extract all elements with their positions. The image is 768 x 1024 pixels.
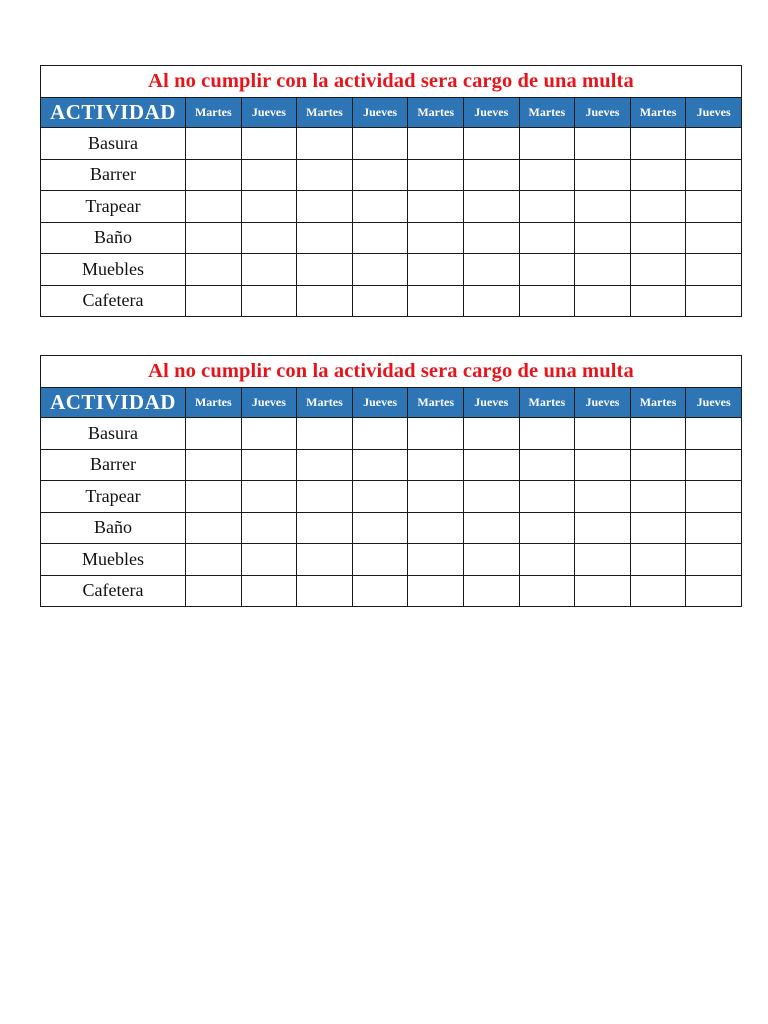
check-cell[interactable] — [630, 128, 686, 160]
check-cell[interactable] — [186, 544, 242, 576]
check-cell[interactable] — [686, 575, 742, 607]
table-row — [41, 449, 742, 481]
day-header: Martes — [408, 388, 464, 418]
check-cell[interactable] — [519, 159, 575, 191]
check-cell[interactable] — [241, 222, 297, 254]
table-row — [41, 285, 742, 317]
check-cell[interactable] — [463, 449, 519, 481]
check-cell[interactable] — [297, 418, 353, 450]
check-cell[interactable] — [630, 159, 686, 191]
activity-label: Muebles — [41, 544, 186, 576]
check-cell[interactable] — [686, 512, 742, 544]
check-cell[interactable] — [686, 285, 742, 317]
day-header: Martes — [630, 98, 686, 128]
check-cell[interactable] — [186, 159, 242, 191]
chore-table — [40, 65, 742, 317]
header-row — [41, 388, 742, 418]
day-header: Jueves — [352, 388, 408, 418]
check-cell[interactable] — [630, 575, 686, 607]
day-header: Jueves — [352, 98, 408, 128]
check-cell[interactable] — [241, 481, 297, 513]
check-cell[interactable] — [408, 159, 464, 191]
check-cell[interactable] — [408, 449, 464, 481]
check-cell[interactable] — [686, 418, 742, 450]
check-cell[interactable] — [575, 481, 631, 513]
check-cell[interactable] — [575, 512, 631, 544]
day-header: Martes — [297, 388, 353, 418]
activity-label: Baño — [41, 222, 186, 254]
activity-header: ACTIVIDAD — [41, 388, 186, 418]
check-cell[interactable] — [408, 128, 464, 160]
day-header: Jueves — [241, 388, 297, 418]
check-cell[interactable] — [186, 512, 242, 544]
check-cell[interactable] — [630, 222, 686, 254]
check-cell[interactable] — [519, 512, 575, 544]
check-cell[interactable] — [463, 575, 519, 607]
day-header: Jueves — [241, 98, 297, 128]
activity-label: Barrer — [41, 159, 186, 191]
table-row — [41, 575, 742, 607]
check-cell[interactable] — [408, 418, 464, 450]
activity-label: Cafetera — [41, 575, 186, 607]
check-cell[interactable] — [297, 575, 353, 607]
check-cell[interactable] — [519, 254, 575, 286]
check-cell[interactable] — [352, 222, 408, 254]
check-cell[interactable] — [686, 481, 742, 513]
check-cell[interactable] — [241, 128, 297, 160]
check-cell[interactable] — [519, 544, 575, 576]
day-header: Jueves — [463, 388, 519, 418]
table-row — [41, 159, 742, 191]
check-cell[interactable] — [630, 512, 686, 544]
header-row — [41, 98, 742, 128]
check-cell[interactable] — [575, 222, 631, 254]
check-cell[interactable] — [241, 285, 297, 317]
check-cell[interactable] — [463, 544, 519, 576]
check-cell[interactable] — [408, 575, 464, 607]
check-cell[interactable] — [186, 418, 242, 450]
check-cell[interactable] — [630, 544, 686, 576]
check-cell[interactable] — [575, 418, 631, 450]
check-cell[interactable] — [352, 512, 408, 544]
table-row — [41, 544, 742, 576]
check-cell[interactable] — [575, 159, 631, 191]
check-cell[interactable] — [241, 418, 297, 450]
check-cell[interactable] — [519, 128, 575, 160]
check-cell[interactable] — [408, 191, 464, 223]
activity-label: Cafetera — [41, 285, 186, 317]
check-cell[interactable] — [686, 222, 742, 254]
day-header: Jueves — [463, 98, 519, 128]
check-cell[interactable] — [186, 449, 242, 481]
check-cell[interactable] — [575, 544, 631, 576]
check-cell[interactable] — [241, 575, 297, 607]
check-cell[interactable] — [575, 285, 631, 317]
activity-label: Basura — [41, 128, 186, 160]
check-cell[interactable] — [686, 191, 742, 223]
check-cell[interactable] — [352, 191, 408, 223]
check-cell[interactable] — [519, 449, 575, 481]
day-header: Martes — [408, 98, 464, 128]
check-cell[interactable] — [186, 222, 242, 254]
check-cell[interactable] — [463, 222, 519, 254]
check-cell[interactable] — [297, 449, 353, 481]
check-cell[interactable] — [241, 544, 297, 576]
check-cell[interactable] — [352, 418, 408, 450]
check-cell[interactable] — [463, 159, 519, 191]
check-cell[interactable] — [408, 512, 464, 544]
day-header: Martes — [297, 98, 353, 128]
title-row — [41, 66, 742, 98]
check-cell[interactable] — [575, 449, 631, 481]
table-row — [41, 418, 742, 450]
check-cell[interactable] — [575, 575, 631, 607]
check-cell[interactable] — [352, 481, 408, 513]
check-cell[interactable] — [408, 481, 464, 513]
table-row — [41, 222, 742, 254]
table-title: Al no cumplir con la actividad sera cargo de una multa — [41, 66, 742, 98]
activity-label: Trapear — [41, 481, 186, 513]
table-row — [41, 481, 742, 513]
day-header: Martes — [519, 388, 575, 418]
check-cell[interactable] — [686, 449, 742, 481]
activity-header: ACTIVIDAD — [41, 98, 186, 128]
check-cell[interactable] — [186, 575, 242, 607]
check-cell[interactable] — [352, 575, 408, 607]
table-title: Al no cumplir con la actividad sera cargo de una multa — [41, 356, 742, 388]
activity-label: Baño — [41, 512, 186, 544]
check-cell[interactable] — [575, 254, 631, 286]
check-cell[interactable] — [630, 285, 686, 317]
check-cell[interactable] — [630, 191, 686, 223]
check-cell[interactable] — [463, 128, 519, 160]
day-header: Jueves — [686, 388, 742, 418]
check-cell[interactable] — [186, 285, 242, 317]
check-cell[interactable] — [519, 222, 575, 254]
check-cell[interactable] — [352, 285, 408, 317]
check-cell[interactable] — [241, 191, 297, 223]
check-cell[interactable] — [630, 418, 686, 450]
check-cell[interactable] — [352, 449, 408, 481]
check-cell[interactable] — [686, 254, 742, 286]
day-header: Jueves — [575, 388, 631, 418]
check-cell[interactable] — [519, 575, 575, 607]
check-cell[interactable] — [297, 191, 353, 223]
check-cell[interactable] — [352, 544, 408, 576]
table-row — [41, 191, 742, 223]
check-cell[interactable] — [519, 191, 575, 223]
day-header: Jueves — [575, 98, 631, 128]
check-cell[interactable] — [297, 254, 353, 286]
check-cell[interactable] — [297, 285, 353, 317]
check-cell[interactable] — [297, 512, 353, 544]
activity-label: Barrer — [41, 449, 186, 481]
check-cell[interactable] — [241, 512, 297, 544]
day-header: Martes — [519, 98, 575, 128]
check-cell[interactable] — [241, 159, 297, 191]
day-header: Martes — [630, 388, 686, 418]
check-cell[interactable] — [519, 418, 575, 450]
check-cell[interactable] — [686, 128, 742, 160]
check-cell[interactable] — [519, 285, 575, 317]
check-cell[interactable] — [463, 481, 519, 513]
activity-label: Basura — [41, 418, 186, 450]
check-cell[interactable] — [630, 449, 686, 481]
day-header: Jueves — [686, 98, 742, 128]
check-cell[interactable] — [630, 254, 686, 286]
check-cell[interactable] — [352, 128, 408, 160]
chore-table — [40, 355, 742, 607]
check-cell[interactable] — [408, 285, 464, 317]
check-cell[interactable] — [297, 544, 353, 576]
check-cell[interactable] — [297, 222, 353, 254]
check-cell[interactable] — [575, 191, 631, 223]
check-cell[interactable] — [686, 544, 742, 576]
activity-label: Muebles — [41, 254, 186, 286]
check-cell[interactable] — [352, 254, 408, 286]
day-header: Martes — [186, 98, 242, 128]
day-header: Martes — [186, 388, 242, 418]
check-cell[interactable] — [463, 254, 519, 286]
check-cell[interactable] — [352, 159, 408, 191]
check-cell[interactable] — [186, 191, 242, 223]
title-row — [41, 356, 742, 388]
check-cell[interactable] — [186, 128, 242, 160]
table-row — [41, 128, 742, 160]
check-cell[interactable] — [575, 128, 631, 160]
check-cell[interactable] — [297, 481, 353, 513]
check-cell[interactable] — [241, 254, 297, 286]
check-cell[interactable] — [463, 512, 519, 544]
check-cell[interactable] — [463, 285, 519, 317]
check-cell[interactable] — [463, 418, 519, 450]
check-cell[interactable] — [408, 544, 464, 576]
check-cell[interactable] — [186, 481, 242, 513]
check-cell[interactable] — [297, 128, 353, 160]
check-cell[interactable] — [630, 481, 686, 513]
table-row — [41, 254, 742, 286]
check-cell[interactable] — [408, 254, 464, 286]
check-cell[interactable] — [186, 254, 242, 286]
check-cell[interactable] — [463, 191, 519, 223]
check-cell[interactable] — [519, 481, 575, 513]
check-cell[interactable] — [408, 222, 464, 254]
check-cell[interactable] — [241, 449, 297, 481]
activity-label: Trapear — [41, 191, 186, 223]
table-row — [41, 512, 742, 544]
check-cell[interactable] — [686, 159, 742, 191]
check-cell[interactable] — [297, 159, 353, 191]
